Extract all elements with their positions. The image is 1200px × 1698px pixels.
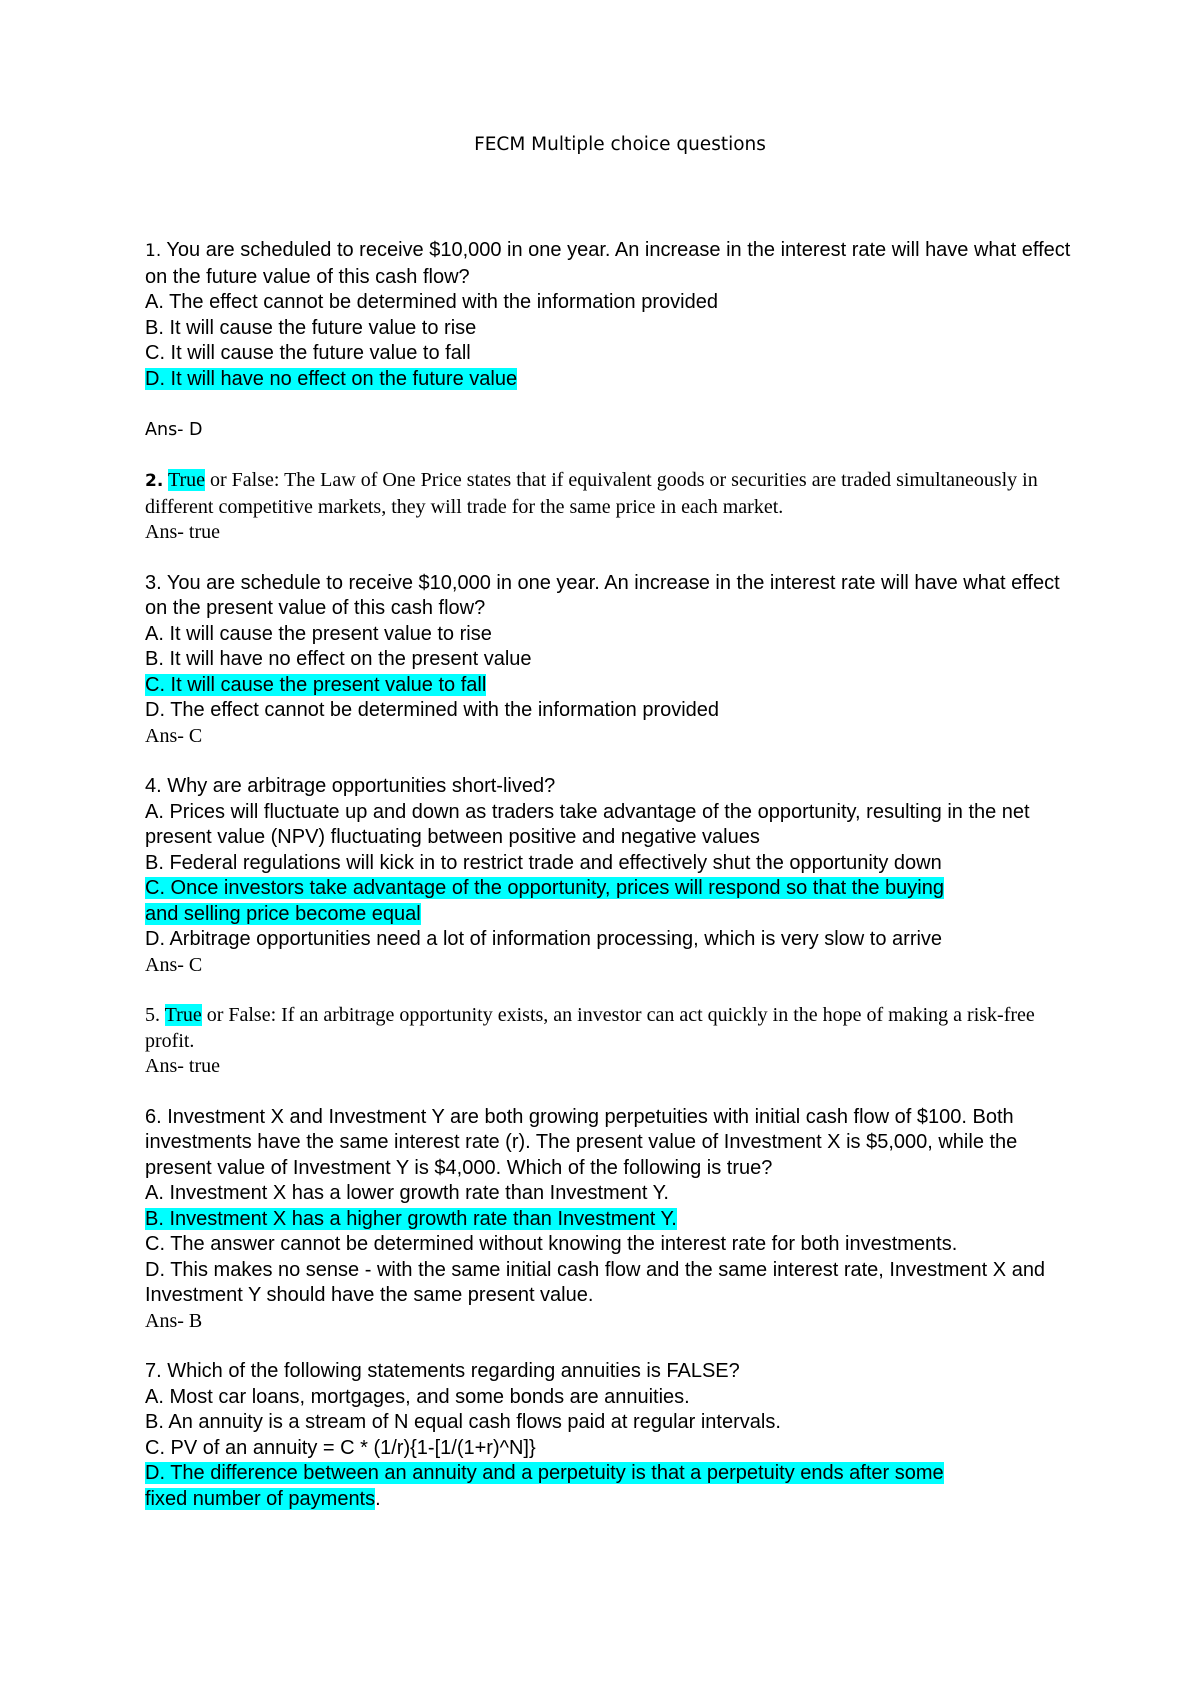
question-7 [145, 1359, 1075, 1512]
highlighted-answer-cont: fixed number of payments [145, 1487, 376, 1510]
question-6-stem: 6. Investment X and Investment Y are both growing perpetuities with initial cash flow of $100. Both investments have the same interest rate (r). The present value of Investment X is $5,000, while the present value of Investment Y is $4,000. Which of the following is true? [145, 1105, 1018, 1179]
question-2 [145, 468, 1075, 546]
question-1-number: 1. [145, 241, 162, 261]
question-4 [145, 774, 1075, 978]
question-7-option-c: C. PV of an annuity = C * (1/r){1-[1/(1+r)^N]} [145, 1436, 536, 1459]
question-7-option-a: A. Most car loans, mortgages, and some bonds are annuities. [145, 1385, 690, 1408]
question-2-number: 2. [145, 471, 164, 491]
highlighted-answer-cont: and selling price become equal [145, 902, 421, 925]
question-6-option-d: D. This makes no sense - with the same initial cash flow and the same interest rate, Investment X and Investment Y should have the same present value. [145, 1258, 1046, 1306]
question-7-stem: 7. Which of the following statements regarding annuities is FALSE? [145, 1360, 740, 1382]
document-title: FECM Multiple choice questions [474, 134, 766, 155]
question-5-stem: 5. True or False: If an arbitrage opportunity exists, an investor can act quickly in the hope of making a risk-free profit. [145, 1004, 1035, 1052]
question-5-number: 5. [145, 1004, 160, 1026]
highlighted-answer: D. The difference between an annuity and a perpetuity is that a perpetuity ends after some [145, 1462, 944, 1484]
question-6-answer: Ans- B [145, 1309, 203, 1332]
question-2-answer: Ans- true [145, 521, 220, 543]
highlighted-answer: True [164, 1004, 202, 1026]
question-6-option-c: C. The answer cannot be determined without knowing the interest rate for both investments. [145, 1233, 958, 1255]
question-4-option-d: D. Arbitrage opportunities need a lot of information processing, which is very slow to arrive [145, 928, 943, 950]
document-page [145, 130, 1075, 1537]
question-3-option-d: D. The effect cannot be determined with the information provided [145, 699, 720, 721]
question-7-option-b: B. An annuity is a stream of N equal cash flows paid at regular intervals. [145, 1411, 781, 1433]
question-1-option-a: A. The effect cannot be determined with the information provided [145, 291, 718, 313]
question-4-option-a: A. Prices will fluctuate up and down as traders take advantage of the opportunity, resulting in the net present value (NPV) fluctuating between positive and negative values [145, 800, 1030, 848]
question-3-option-a: A. It will cause the present value to rise [145, 622, 492, 645]
question-4-answer: Ans- C [145, 953, 203, 976]
question-5-answer: Ans- true [145, 1055, 220, 1077]
question-4-option-c [145, 876, 1075, 927]
question-2-stem: 2. True or False: The Law of One Price states that if equivalent goods or securities are traded simultaneously in different competitive markets, they will trade for the same price in each market. [145, 469, 1038, 518]
question-5 [145, 1003, 1075, 1080]
question-6-option-a: A. Investment X has a lower growth rate than Investment Y. [145, 1182, 669, 1204]
question-4-stem: 4. Why are arbitrage opportunities short-lived? [145, 775, 556, 797]
question-1-option-d [145, 367, 1075, 393]
highlighted-answer: True [167, 469, 205, 491]
question-3-option-b: B. It will have no effect on the present value [145, 648, 532, 670]
question-3-option-c [145, 673, 1075, 699]
highlighted-answer: B. Investment X has a higher growth rate than Investment Y. [145, 1207, 677, 1230]
question-1 [145, 238, 1075, 443]
question-7-option-d: D. The difference between an annuity and a perpetuity is that a perpetuity ends after some fixed number of payments. [145, 1462, 944, 1510]
question-3 [145, 571, 1075, 750]
question-3-stem: 3. You are schedule to receive $10,000 in one year. An increase in the interest rate will have what effect on the present value of this cash flow? [145, 571, 1060, 619]
question-1-stem: 1. You are scheduled to receive $10,000 in one year. An increase in the interest rate will have what effect on the future value of this cash flow? [145, 239, 1071, 288]
question-4-option-b: B. Federal regulations will kick in to restrict trade and effectively shut the opportunity down [145, 851, 942, 874]
highlighted-answer: C. Once investors take advantage of the opportunity, prices will respond so that the buying [145, 877, 944, 899]
highlighted-answer: D. It will have no effect on the future value [145, 367, 518, 390]
question-1-option-b: B. It will cause the future value to rise [145, 316, 477, 339]
highlighted-answer: C. It will cause the present value to fall [145, 673, 487, 696]
question-6-option-b [145, 1207, 1075, 1233]
question-1-answer: Ans- D [145, 420, 203, 440]
question-6 [145, 1105, 1075, 1335]
question-1-option-c: C. It will cause the future value to fall [145, 342, 471, 364]
question-3-answer: Ans- C [145, 724, 203, 747]
